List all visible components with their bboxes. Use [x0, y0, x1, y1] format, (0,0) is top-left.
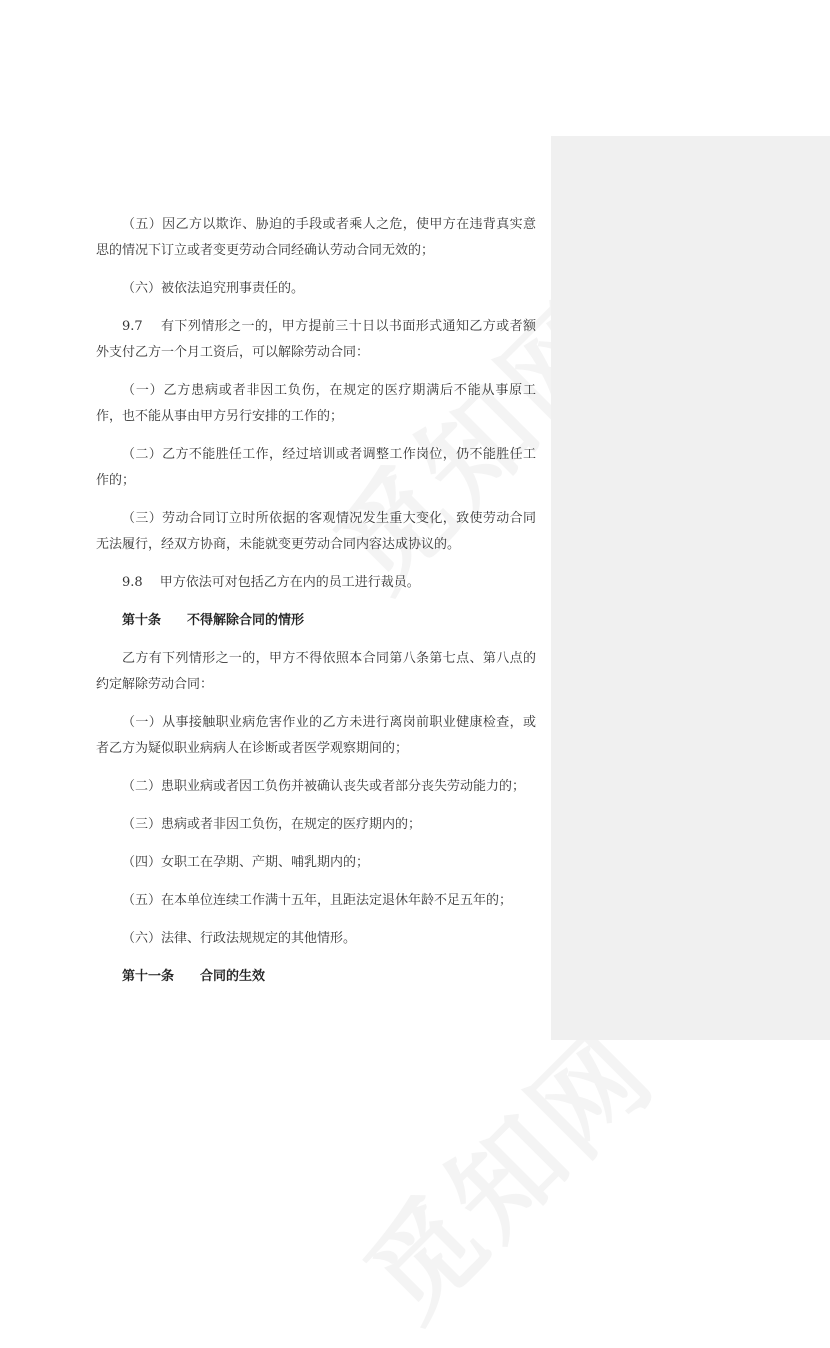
clause-9-7-item-1: （一）乙方患病或者非因工负伤，在规定的医疗期满后不能从事原工作，也不能从事由甲方另行安排的工作的；	[96, 383, 536, 424]
article-10-item-1: （一）从事接触职业病危害作业的乙方未进行离岗前职业健康检查，或者乙方为疑似职业病病人在诊断或者医学观察期间的；	[96, 715, 536, 756]
article-10-item-2: （二）患职业病或者因工负伤并被确认丧失或者部分丧失劳动能力的；	[122, 779, 526, 794]
article-10-item-6: （六）法律、行政法规规定的其他情形。	[122, 931, 357, 946]
article-10-number: 第十条	[122, 613, 162, 628]
article-11-heading	[96, 964, 536, 990]
article-10-intro: 乙方有下列情形之一的，甲方不得依照本合同第八条第七点、第八点的约定解除劳动合同：	[96, 651, 536, 692]
clause-9-8: 9.8 甲方依法可对包括乙方在内的员工进行裁员。	[122, 575, 420, 590]
clause-9-6-item-6: （六）被依法追究刑事责任的。	[122, 281, 305, 296]
clause-9-7: 9.7 有下列情形之一的，甲方提前三十日以书面形式通知乙方或者额外支付乙方一个月工资后，可以解除劳动合同：	[96, 319, 536, 360]
article-11-number: 第十一条	[122, 969, 175, 984]
document-body	[96, 212, 536, 1002]
article-10-item-3: （三）患病或者非因工负伤，在规定的医疗期内的；	[122, 817, 422, 832]
article-10-item-4: （四）女职工在孕期、产期、哺乳期内的；	[122, 855, 370, 870]
clause-9-6-item-5: （五）因乙方以欺诈、胁迫的手段或者乘人之危，使甲方在违背真实意思的情况下订立或者变更劳动合同经确认劳动合同无效的；	[96, 217, 536, 258]
article-10-heading	[96, 608, 536, 634]
article-11-title: 合同的生效	[200, 969, 266, 984]
comment-margin-pane	[551, 136, 830, 1040]
watermark-bottom	[325, 990, 683, 1348]
clause-9-7-item-2: （二）乙方不能胜任工作，经过培训或者调整工作岗位，仍不能胜任工作的；	[96, 447, 536, 488]
article-10-title: 不得解除合同的情形	[187, 613, 305, 628]
article-10-item-5: （五）在本单位连续工作满十五年，且距法定退休年龄不足五年的；	[122, 893, 513, 908]
clause-9-7-item-3: （三）劳动合同订立时所依据的客观情况发生重大变化，致使劳动合同无法履行，经双方协商，未能就变更劳动合同内容达成协议的。	[96, 511, 536, 552]
